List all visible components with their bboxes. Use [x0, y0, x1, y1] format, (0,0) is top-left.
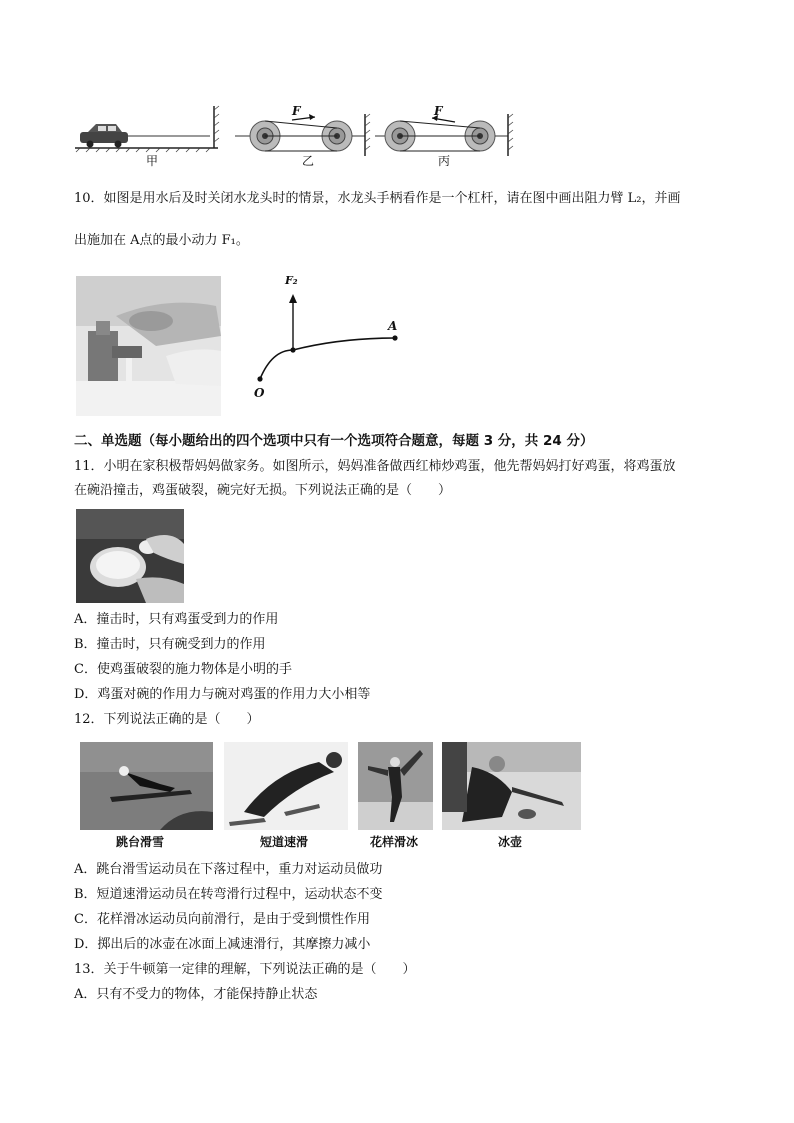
speed-skating-photo — [224, 742, 348, 830]
q13-option-a: A．只有不受力的物体，才能保持静止状态 — [74, 987, 318, 1002]
label-bing: 丙 — [438, 154, 451, 168]
pulley-system-bing — [375, 114, 513, 156]
pulley-system-yi — [235, 114, 370, 156]
q11-option-c: C．使鸡蛋破裂的施力物体是小明的手 — [74, 662, 292, 677]
q11-line1: 11．小明在家积极帮妈妈做家务。如图所示，妈妈准备做西红柿炒鸡蛋，他先帮妈妈打好鸡蛋，将鸡蛋放 — [74, 459, 676, 474]
car-icon — [80, 124, 128, 148]
point-a-label: A — [388, 319, 398, 333]
q12-option-a: A．跳台滑雪运动员在下落过程中，重力对运动员做功 — [74, 862, 383, 877]
force-label-yi: F — [292, 104, 301, 118]
section2-heading: 二、单选题（每小题给出的四个选项中只有一个选项符合题意，每题 3 分，共 24 分） — [74, 433, 594, 449]
figure-skating-photo — [358, 742, 433, 830]
point-o-label: O — [254, 386, 265, 400]
q10-line1: 10．如图是用水后及时关闭水龙头时的情景，水龙头手柄看作是一个杠杆，请在图中画出阻力臂 L₂，并画 — [74, 191, 681, 206]
lever-diagram — [250, 272, 410, 407]
q11-option-d: D．鸡蛋对碗的作用力与碗对鸡蛋的作用力大小相等 — [74, 687, 371, 702]
caption-figure-skating: 花样滑冰 — [370, 835, 419, 849]
ski-jump-photo — [80, 742, 213, 830]
f2-label: F₂ — [285, 274, 298, 287]
q11-option-b: B．撞击时，只有碗受到力的作用 — [74, 637, 266, 652]
q12-stem: 12．下列说法正确的是（ ） — [74, 712, 260, 727]
q12-option-d: D．掷出后的冰壶在冰面上减速滑行，其摩擦力减小 — [74, 937, 371, 952]
q12-option-c: C．花样滑冰运动员向前滑行，是由于受到惯性作用 — [74, 912, 370, 927]
q10-line2: 出施加在 A点的最小动力 F₁。 — [74, 233, 249, 248]
caption-ski-jump: 跳台滑雪 — [116, 835, 165, 849]
caption-curling: 冰壶 — [498, 835, 523, 849]
q13-stem: 13．关于牛顿第一定律的理解，下列说法正确的是（ ） — [74, 962, 416, 977]
curling-photo — [442, 742, 581, 830]
force-label-bing: F — [434, 104, 443, 118]
faucet-photo — [76, 276, 221, 416]
q12-option-b: B．短道速滑运动员在转弯滑行过程中，运动状态不变 — [74, 887, 383, 902]
egg-bowl-photo — [76, 509, 184, 603]
label-jia: 甲 — [146, 154, 159, 168]
figure-car-pulleys — [70, 104, 520, 166]
label-yi: 乙 — [302, 154, 315, 168]
q11-option-a: A．撞击时，只有鸡蛋受到力的作用 — [74, 612, 279, 627]
lever-svg — [250, 272, 410, 407]
caption-speed-skating: 短道速滑 — [260, 835, 309, 849]
q11-line2: 在碗沿撞击，鸡蛋破裂，碗完好无损。下列说法正确的是（ ） — [74, 483, 452, 498]
